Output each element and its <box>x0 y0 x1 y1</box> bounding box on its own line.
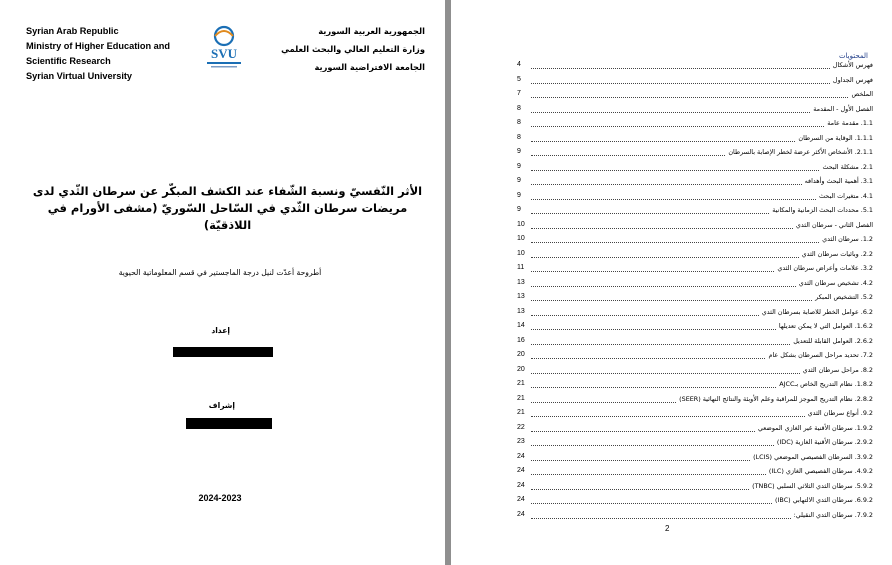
toc-leader-dots <box>531 170 819 171</box>
toc-entry[interactable] <box>517 438 873 450</box>
toc-leader-dots <box>531 199 816 200</box>
toc-entry-title: 1.9.2. سرطان الأقنية غير الغازي الموضعي <box>757 423 873 432</box>
toc-entry-page: 21 <box>517 409 525 416</box>
toc-entry-title: 3.9.2. السرطان الفصيصي الموضعي (LCIS) <box>753 452 873 461</box>
toc-entry[interactable] <box>517 453 873 465</box>
toc-entry-page: 9 <box>517 148 521 155</box>
toc-leader-dots <box>531 184 802 185</box>
toc-entry-page: 9 <box>517 191 521 199</box>
toc-entry[interactable] <box>517 308 873 320</box>
toc-entry-title: 8.2. مراحل سرطان الثدي <box>802 365 873 374</box>
toc-leader-dots <box>531 518 791 519</box>
english-header <box>26 24 196 84</box>
toc-entry[interactable] <box>517 177 873 189</box>
toc-entry-page: 20 <box>517 351 525 358</box>
toc-entry[interactable] <box>517 351 873 363</box>
toc-leader-dots <box>531 271 774 272</box>
toc-leader-dots <box>531 358 765 359</box>
toc-entry[interactable] <box>517 148 873 160</box>
toc-entry[interactable] <box>517 119 873 131</box>
redacted-supervisor-name <box>186 418 272 429</box>
toc-entry-title: 4.2. تشخيص سرطان الثدي <box>798 278 873 287</box>
page-number: 2 <box>665 524 670 533</box>
toc-entry-title: 1.8.2. نظام التدريج الخاص بـAJCC <box>779 380 873 388</box>
toc-leader-dots <box>531 474 766 475</box>
header-ar-line: الجامعة الافتراضية السورية <box>314 62 425 72</box>
toc-entry[interactable] <box>517 293 873 305</box>
toc-leader-dots <box>531 126 824 127</box>
toc-entry-title: 6.2. عوامل الخطر للاصابة بسرطان الثدي <box>761 307 873 316</box>
toc-entry-title: 2.8.2. نظام التدريج الموجز للمراقبة وعلم الأوبئة والنتائج النهائية (SEER) <box>679 394 873 403</box>
thesis-title-line: الأثر النّفسيّ ونسبة الشّفاء عند الكشف المبكّر عن سرطان الثّدي لدى <box>32 184 423 198</box>
logo-text: SVU <box>210 46 238 61</box>
toc-entry-page: 8 <box>517 133 521 141</box>
redacted-author-name <box>173 347 273 357</box>
toc-entry[interactable] <box>517 221 873 233</box>
toc-entry-title: 5.9.2. سرطان الثدي الثلاثي السلبي (TNBC) <box>752 481 873 490</box>
toc-entry-title: 2.1.1. الأشخاص الأكثر عرضة لخطر الإصابة بالسرطان <box>728 148 873 156</box>
toc-leader-dots <box>531 257 799 258</box>
toc-leader-dots <box>531 387 776 388</box>
toc-entry[interactable] <box>517 61 873 73</box>
toc-entry[interactable] <box>517 105 873 117</box>
arabic-header <box>275 22 425 76</box>
toc-leader-dots <box>531 286 796 287</box>
toc-leader-dots <box>531 112 810 113</box>
thesis-title-line: مريضات سرطان الثّدي في السّاحل السّوريّ (مشفى الأورام في اللاذقيّة) <box>47 201 408 232</box>
toc-leader-dots <box>531 445 774 446</box>
toc-entry-page: 23 <box>517 438 525 445</box>
toc-entry-title: 5.1. محددات البحث الزمانية والمكانية <box>772 206 873 214</box>
header-en-line: Scientific Research <box>26 56 111 66</box>
toc-entry-title: الفصل الثاني - سرطان الثدي <box>795 220 873 229</box>
toc-entry-title: 5.2. التشخيص المبكر <box>815 293 873 301</box>
thesis-subtitle: أطروحة أعدّت لنيل درجة الماجستير في قسم المعلوماتية الحيوية <box>118 268 322 277</box>
toc-entry-page: 14 <box>517 322 525 329</box>
toc-entry-title: 1.6.2. العوامل التي لا يمكن تعديلها <box>778 322 873 330</box>
cover-page <box>0 0 445 565</box>
toc-entry[interactable] <box>517 467 873 479</box>
svu-logo <box>197 22 251 72</box>
academic-year: 2024-2023 <box>198 493 242 503</box>
toc-leader-dots <box>531 416 805 417</box>
toc-entry-page: 4 <box>517 61 521 68</box>
toc-leader-dots <box>531 344 790 345</box>
toc-leader-dots <box>531 242 819 243</box>
contents-page <box>451 0 892 565</box>
toc-entry-page: 24 <box>517 496 525 503</box>
toc-entry-title: 1.1. مقدمة عامة <box>827 119 873 127</box>
toc-entry-title: 7.9.2. سرطان الثدي النقيلي: <box>793 510 873 519</box>
toc-entry-page: 21 <box>517 394 525 402</box>
toc-entry-page: 24 <box>517 452 525 460</box>
toc-entry-page: 20 <box>517 365 525 373</box>
toc-entry[interactable] <box>517 134 873 146</box>
toc-entry-page: 13 <box>517 278 525 286</box>
toc-entry[interactable] <box>517 409 873 421</box>
toc-entry[interactable] <box>517 322 873 334</box>
toc-entry[interactable] <box>517 192 873 204</box>
toc-entry-title: 7.2. تحديد مراحل السرطان بشكل عام <box>768 351 873 359</box>
toc-entry-title: 9.2. أنواع سرطان الثدي <box>807 409 873 417</box>
thesis-title <box>30 183 425 234</box>
toc-entry[interactable] <box>517 424 873 436</box>
toc-leader-dots <box>531 503 772 504</box>
toc-entry[interactable] <box>517 235 873 247</box>
toc-entry-page: 10 <box>517 249 525 257</box>
toc-entry-title: فهرس الجداول <box>832 75 873 84</box>
toc-leader-dots <box>531 329 776 330</box>
toc-entry[interactable] <box>517 380 873 392</box>
toc-entry-title: 1.1.1. الوقاية من السرطان <box>798 133 873 142</box>
toc-entry[interactable] <box>517 76 873 88</box>
toc-leader-dots <box>531 68 830 69</box>
toc-leader-dots <box>531 402 676 403</box>
toc-entry[interactable] <box>517 337 873 349</box>
toc-entry-title: 3.1. أهمية البحث وأهدافه <box>804 177 873 185</box>
toc-entry-page: 8 <box>517 119 521 126</box>
toc-entry[interactable] <box>517 482 873 494</box>
toc-leader-dots <box>531 83 830 84</box>
toc-entry-page: 22 <box>517 423 525 431</box>
header-ar-line: الجمهورية العربية السورية <box>318 26 425 36</box>
toc-leader-dots <box>531 141 795 142</box>
toc-entry-page: 13 <box>517 293 525 300</box>
toc-entry-page: 9 <box>517 177 521 184</box>
toc-entry-title: 6.9.2. سرطان الثدي الالتهابي (IBC) <box>775 496 873 504</box>
toc-entry-title: فهرس الأشكال <box>832 61 873 69</box>
toc-leader-dots <box>531 300 812 301</box>
toc-leader-dots <box>531 228 793 229</box>
toc-leader-dots <box>531 315 759 316</box>
toc-entry-page: 8 <box>517 104 521 112</box>
header-en-line: Syrian Arab Republic <box>26 26 119 36</box>
toc-entry-title: 2.6.2. العوامل القابلة للتعديل <box>793 336 873 345</box>
toc-entry-title: الفصل الأول - المقدمة <box>813 104 873 113</box>
supervisor-label: إشراف <box>208 401 235 410</box>
toc-entry-title: 4.1. متغيرات البحث <box>819 191 873 200</box>
header-en-line: Ministry of Higher Education and <box>26 41 170 51</box>
toc-entry-page: 7 <box>517 90 521 97</box>
toc-entry-title: 2.9.2. سرطان الأقنية الغازية (IDC) <box>776 438 873 446</box>
toc-leader-dots <box>531 460 750 461</box>
toc-entry-page: 11 <box>517 264 525 271</box>
toc-leader-dots <box>531 489 749 490</box>
toc-leader-dots <box>531 431 755 432</box>
prepared-by-label: إعداد <box>211 326 230 335</box>
toc-entry-title: 1.2. سرطان الثدي <box>822 235 873 243</box>
toc-entry[interactable] <box>517 264 873 276</box>
toc-entry[interactable] <box>517 496 873 508</box>
header-en-line: Syrian Virtual University <box>26 71 133 81</box>
toc-entry-page: 13 <box>517 307 525 315</box>
toc-entry[interactable] <box>517 206 873 218</box>
toc-entry-page: 10 <box>517 220 525 228</box>
toc-leader-dots <box>531 373 800 374</box>
toc-entry[interactable] <box>517 250 873 262</box>
header-ar-line: وزارة التعليم العالي والبحث العلمي <box>281 44 425 54</box>
toc-leader-dots <box>531 213 769 214</box>
toc-entry[interactable] <box>517 279 873 291</box>
toc-entry-title: 2.1. مشكلة البحث <box>822 162 873 171</box>
toc-entry-page: 9 <box>517 162 521 170</box>
toc-entry[interactable] <box>517 511 873 523</box>
toc-entry-title: 2.2. وبائيات سرطان الثدي <box>801 249 873 258</box>
toc-entry-title: 4.9.2. سرطان الفصيصي الغازي (ILC) <box>768 467 873 475</box>
toc-heading: المحتويات <box>838 52 868 60</box>
toc-entry[interactable] <box>517 395 873 407</box>
toc-entry-title: 3.2. علامات وأعراض سرطان الثدي <box>777 264 873 272</box>
toc-entry[interactable] <box>517 366 873 378</box>
toc-entry-page: 24 <box>517 481 525 489</box>
toc-entry-page: 16 <box>517 336 525 344</box>
toc-leader-dots <box>531 97 848 98</box>
toc-entry-page: 21 <box>517 380 525 387</box>
toc-entry-page: 5 <box>517 75 521 83</box>
toc-entry[interactable] <box>517 90 873 102</box>
toc-entry-page: 24 <box>517 467 525 474</box>
toc-leader-dots <box>531 155 725 156</box>
toc-entry-page: 10 <box>517 235 525 242</box>
toc-entry[interactable] <box>517 163 873 175</box>
toc-entry-title: الملخص <box>851 90 873 98</box>
toc-entry-page: 9 <box>517 206 521 213</box>
toc-entry-page: 24 <box>517 510 525 518</box>
